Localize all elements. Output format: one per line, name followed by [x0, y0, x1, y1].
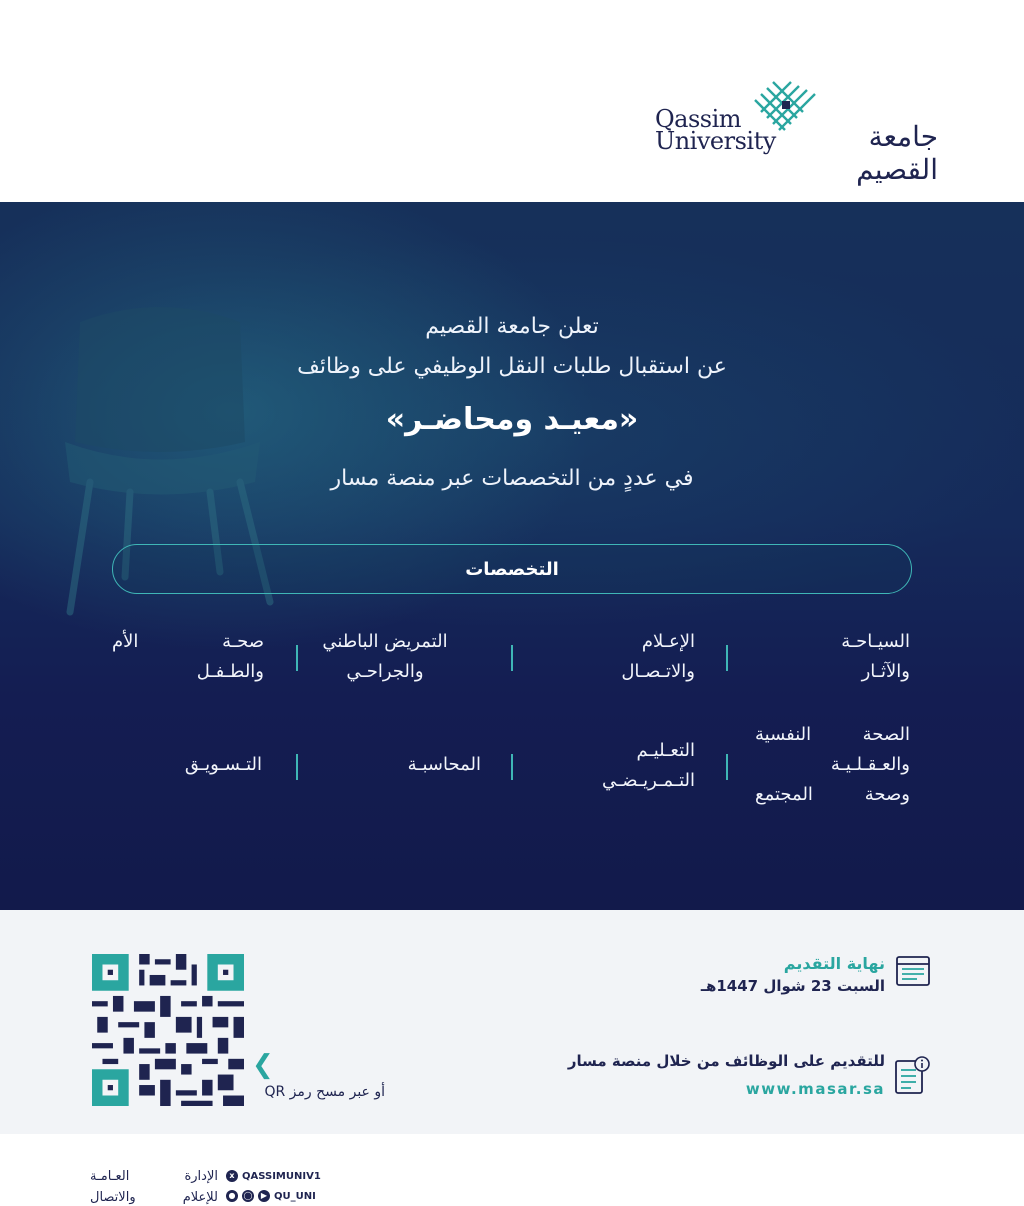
social-handle-x: QASSIMUNIV1 [242, 1170, 321, 1182]
intro-line-2: عن استقبال طلبات النقل الوظيفي على وظائف [297, 354, 727, 379]
department-line1: الإدارة العـامـة [90, 1169, 218, 1184]
spec-tourism [720, 627, 910, 687]
deadline-label: نهاية التقديم [783, 954, 885, 973]
spec-line: والعـقـلـيـة [830, 754, 910, 775]
social-handle-uni: QU_UNI [274, 1190, 316, 1202]
university-logo [655, 78, 940, 186]
separator [296, 645, 298, 671]
spec-line: المحاسبـة [407, 754, 481, 775]
social-row-x[interactable] [226, 1170, 321, 1182]
specializations-grid [100, 622, 920, 822]
apply-instruction: للتقديم على الوظائف من خلال منصة مسار [567, 1052, 885, 1070]
x-icon[interactable]: x [226, 1170, 238, 1182]
spec-line: والاتـصـال [621, 661, 695, 682]
spec-nursing-surgical [290, 627, 480, 687]
spec-nursing-education [543, 736, 695, 796]
headline: «معيـد ومحاضـر» [385, 402, 639, 437]
separator [726, 754, 728, 780]
chevron-left-icon: ❮ [252, 1050, 274, 1080]
spec-line: الصحة النفسية [755, 724, 910, 745]
spec-line: التـمـريـضـي [602, 770, 695, 791]
snapchat-icon[interactable]: ● [226, 1190, 238, 1202]
department-line2: للإعلام والاتصال [90, 1190, 218, 1205]
spec-line: صحـة الأم [112, 631, 264, 652]
separator [511, 645, 513, 671]
specializations-title-bar [112, 544, 912, 594]
spec-line: وصحة المجتمع [755, 784, 910, 805]
hero-banner [0, 202, 1024, 910]
spec-line: التمريض الباطني [322, 631, 448, 652]
spec-line: السيـاحـة [841, 631, 910, 652]
separator [296, 754, 298, 780]
spec-accounting [328, 750, 481, 780]
department-name [90, 1166, 218, 1206]
spec-media [505, 627, 695, 687]
spec-line: التـسـويـق [184, 754, 262, 775]
qr-caption: أو عبر مسح رمز QR [264, 1084, 385, 1100]
youtube-icon[interactable]: ▶ [258, 1190, 270, 1202]
specializations-title: التخصصات [465, 558, 559, 580]
spec-line: والجراحـي [346, 661, 424, 682]
application-panel [0, 910, 1024, 1134]
logo-arabic: جامعة القصيم [856, 120, 938, 186]
deadline-date: السبت 23 شوال 1447هـ [700, 977, 885, 995]
masar-link[interactable]: www.masar.sa [745, 1080, 885, 1098]
footer [0, 1134, 1024, 1206]
logo-en-line1: Qassim [655, 105, 742, 133]
instagram-icon[interactable]: ◯ [243, 1191, 253, 1200]
spec-marketing [112, 750, 262, 780]
info-document-icon [893, 1055, 931, 1097]
header [0, 0, 1024, 202]
logo-en-line2: University [655, 127, 776, 155]
separator [726, 645, 728, 671]
intro-line-3: في عددٍ من التخصصات عبر منصة مسار [330, 466, 694, 491]
spec-mental-health [755, 720, 910, 810]
calendar-icon [895, 954, 931, 988]
spec-line: التعـليـم [636, 740, 695, 761]
spec-line: الإعـلام [641, 631, 695, 652]
spec-line: والآثـار [861, 661, 910, 682]
qr-code[interactable] [92, 954, 244, 1106]
spec-maternal-child [112, 627, 264, 687]
social-row-others[interactable] [226, 1190, 316, 1202]
spec-line: والطـفـل [196, 661, 264, 682]
intro-line-1: تعلن جامعة القصيم [425, 314, 599, 339]
separator [511, 754, 513, 780]
